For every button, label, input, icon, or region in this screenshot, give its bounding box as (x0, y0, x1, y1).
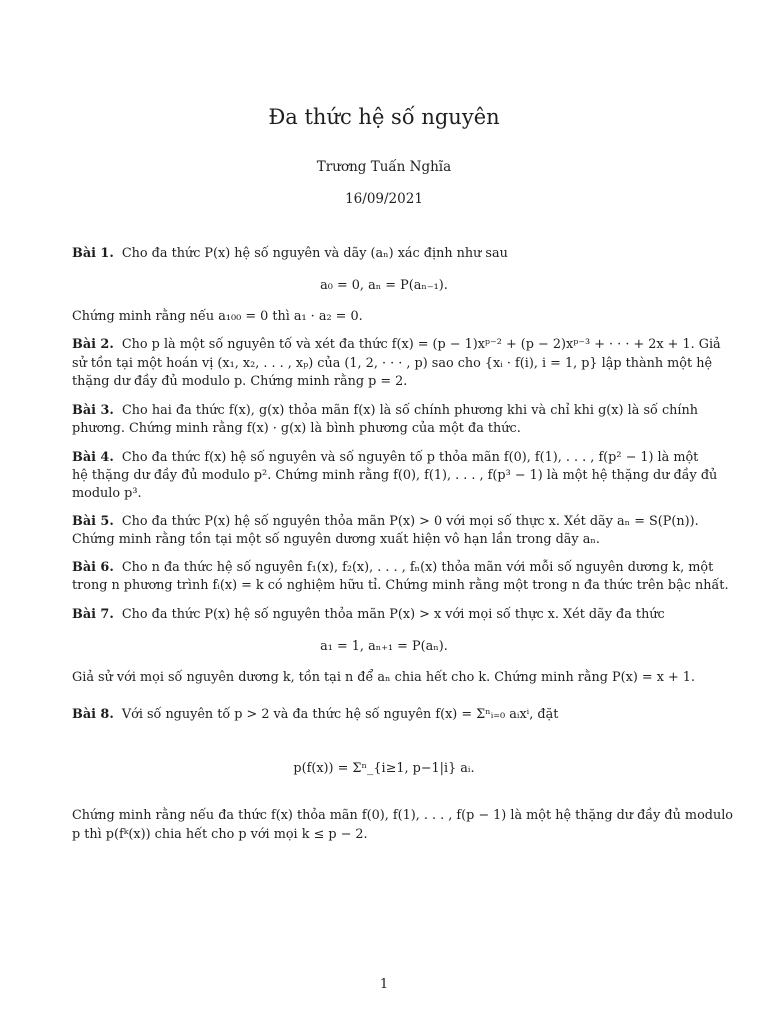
page-number: 1 (379, 977, 389, 992)
problem-7-label: Bài 7. (72, 607, 114, 622)
problem-1-equation: a₀ = 0, aₙ = P(aₙ₋₁). (320, 278, 448, 293)
problem-4-line-1: Bài 4. Cho đa thức f(x) hệ số nguyên và số nguyên tố p thỏa mãn f(0), f(1), . . . , f(p² − 1) là một (72, 450, 699, 465)
problem-4-line-2: hệ thặng dư đầy đủ modulo p². Chứng minh rằng f(0), f(1), . . . , f(p³ − 1) là một hệ thặng dư đầy đủ (72, 468, 718, 483)
problem-8-line-1: Bài 8. Với số nguyên tố p > 2 và đa thức hệ số nguyên f(x) = Σⁿᵢ₌₀ aᵢxⁱ, đặt (72, 707, 559, 722)
problem-2-line-1: Bài 2. Cho p là một số nguyên tố và xét đa thức f(x) = (p − 1)xᵖ⁻² + (p − 2)xᵖ⁻³ + · · · + 2x + 1. Giả (72, 337, 721, 352)
problem-3-line-1: Bài 3. Cho hai đa thức f(x), g(x) thỏa mãn f(x) là số chính phương khi và chỉ khi g(x) là số chính (72, 403, 698, 418)
problem-8-line-3: Chứng minh rằng nếu đa thức f(x) thỏa mãn f(0), f(1), . . . , f(p − 1) là một hệ thặng dư đầy đủ modulo (72, 808, 734, 823)
document-date: 16/09/2021 (345, 191, 423, 207)
problem-3-line-2: phương. Chứng minh rằng f(x) · g(x) là bình phương của một đa thức. (72, 421, 521, 436)
document-title: Đa thức hệ số nguyên (268, 105, 500, 129)
problem-6-label: Bài 6. (72, 560, 114, 575)
problem-2-line-3: thặng dư đầy đủ modulo p. Chứng minh rằng p = 2. (72, 374, 408, 389)
problem-8-equation: p(f(x)) = Σⁿ_{i≥1, p−1|i} aᵢ. (293, 761, 475, 776)
problem-4-line-3: modulo p³. (72, 486, 142, 501)
problem-5-line-1: Bài 5. Cho đa thức P(x) hệ số nguyên thỏa mãn P(x) > 0 với mọi số thực x. Xét dãy aₙ = S(P(n)). (72, 514, 699, 529)
problem-6-line-2: trong n phương trình fᵢ(x) = k có nghiệm hữu tỉ. Chứng minh rằng một trong n đa thức trên bậc nhất. (72, 578, 729, 593)
problem-7-line-3: Giả sử với mọi số nguyên dương k, tồn tại n để aₙ chia hết cho k. Chứng minh rằng P(x) = x + 1. (72, 670, 696, 685)
problem-8-line-4: p thì p(fᵏ(x)) chia hết cho p với mọi k ≤ p − 2. (72, 827, 368, 842)
problem-8-label: Bài 8. (72, 707, 114, 722)
problem-6-line-1: Bài 6. Cho n đa thức hệ số nguyên f₁(x), f₂(x), . . . , fₙ(x) thỏa mãn với mỗi số nguyên dương k, một (72, 560, 714, 575)
problem-1-line-1: Bài 1. Cho đa thức P(x) hệ số nguyên và dãy (aₙ) xác định như sau (72, 246, 508, 261)
document-author: Trương Tuấn Nghĩa (316, 159, 452, 175)
problem-7-equation: a₁ = 1, aₙ₊₁ = P(aₙ). (320, 639, 448, 654)
problem-5-label: Bài 5. (72, 514, 114, 529)
problem-7-line-1: Bài 7. Cho đa thức P(x) hệ số nguyên thỏa mãn P(x) > x với mọi số thực x. Xét dãy đa thức (72, 607, 665, 622)
problem-2-label: Bài 2. (72, 337, 114, 352)
problem-1-label: Bài 1. (72, 246, 114, 261)
problem-2-line-2: sử tồn tại một hoán vị (x₁, x₂, . . . , xₚ) của (1, 2, · · · , p) sao cho {xᵢ · f(i), i = 1, p} lập thành một hệ (72, 356, 713, 371)
problem-3-label: Bài 3. (72, 403, 114, 418)
problem-1-line-3: Chứng minh rằng nếu a₁₀₀ = 0 thì a₁ · a₂ = 0. (72, 309, 363, 324)
problem-5-line-2: Chứng minh rằng tồn tại một số nguyên dương xuất hiện vô hạn lần trong dãy aₙ. (72, 532, 600, 547)
problem-4-label: Bài 4. (72, 450, 114, 465)
